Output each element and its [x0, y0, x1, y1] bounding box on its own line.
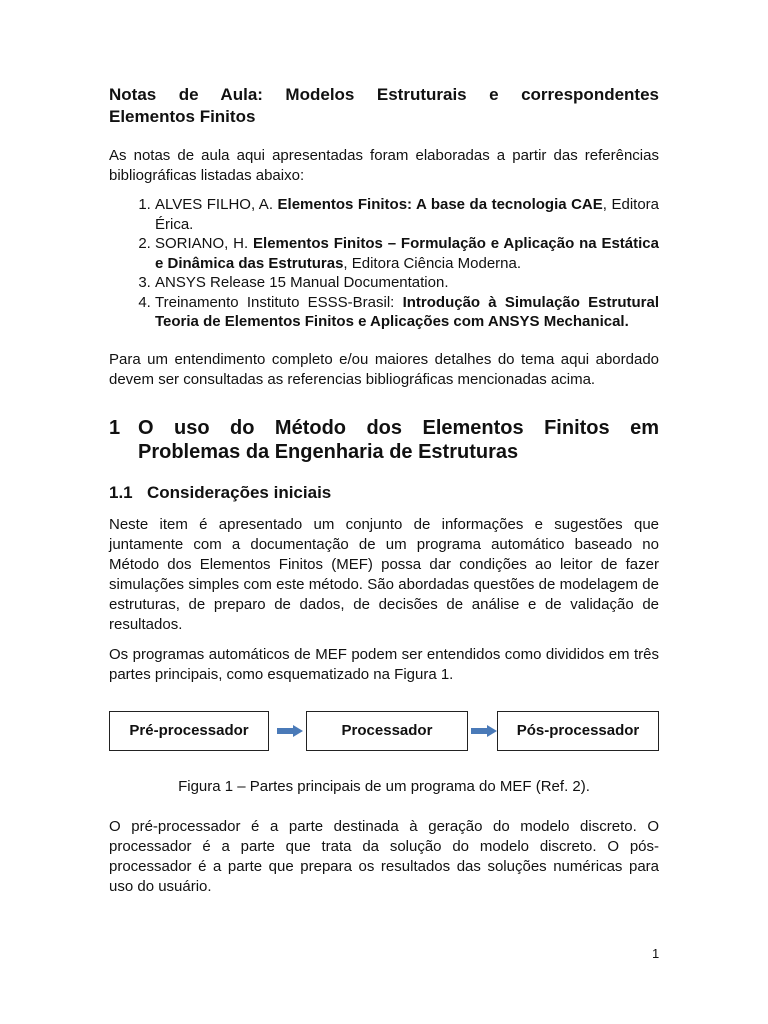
- section-title-line-1: O uso do Método dos Elementos Finitos em: [138, 416, 659, 439]
- body-paragraph-2: Os programas automáticos de MEF podem ser entendidos como divididos em três partes principais, como esquematizado na Figura 1.: [109, 645, 659, 683]
- body-paragraph-3: O pré-processador é a parte destinada à geração do modelo discreto. O processador é a parte que trata da solução do modelo discreto. O pós-processador é a parte que prepara os resultados das soluções numéricas para uso do usuário.: [109, 817, 659, 895]
- subsection-title: Considerações iniciais: [147, 482, 332, 502]
- body-paragraph-1: Neste item é apresentado um conjunto de informações e sugestões que juntamente com a documentação de um programa automático baseado no Método dos Elementos Finitos (MEF) possa dar condições ao leitor de fazer simulações simples com este método. São abordadas questões de modelagem de estruturas, de preparo de dados, de decisões de análise e de validação de resultados.: [109, 515, 659, 633]
- followup-paragraph: Para um entendimento completo e/ou maiores detalhes do tema aqui abordado devem ser consultadas as referencias bibliográficas mencionadas acima.: [109, 350, 659, 388]
- section-heading-1: [109, 416, 659, 464]
- reference-item: 1. ALVES FILHO, A. Elementos Finitos: A base da tecnologia CAE, Editora Érica.: [155, 195, 659, 234]
- subsection-heading-1-1: [109, 482, 659, 504]
- arrow-right-icon: [471, 725, 497, 737]
- section-title-line-2: Problemas da Engenharia de Estruturas: [138, 440, 519, 463]
- processor-box: Processador: [306, 711, 468, 751]
- figure-1-diagram: [109, 711, 659, 757]
- preprocessor-box: Pré-processador: [109, 711, 269, 751]
- reference-item: 2. SORIANO, H. Elementos Finitos – Formulação e Aplicação na Estática e Dinâmica das Estruturas, Editora Ciência Moderna.: [155, 234, 659, 273]
- page-number: 1: [652, 946, 660, 961]
- reference-list: [109, 195, 659, 332]
- arrow-right-icon: [277, 725, 303, 737]
- subsection-number: 1.1: [109, 482, 133, 502]
- reference-item: 4. Treinamento Instituto ESSS-Brasil: Introdução à Simulação Estrutural Teoria de Elementos Finitos e Aplicações com ANSYS Mechanical.: [155, 293, 659, 332]
- section-number: 1: [109, 416, 121, 439]
- document-page: [109, 84, 659, 907]
- title-line-1: Notas de Aula: Modelos Estruturais e correspondentes: [109, 85, 659, 104]
- figure-caption: Figura 1 – Partes principais de um programa do MEF (Ref. 2).: [178, 777, 590, 795]
- document-title: [109, 84, 659, 128]
- intro-paragraph: As notas de aula aqui apresentadas foram elaboradas a partir das referências bibliográficas listadas abaixo:: [109, 147, 659, 184]
- postprocessor-box: Pós-processador: [497, 711, 659, 751]
- title-line-2: Elementos Finitos: [109, 107, 256, 126]
- reference-item: 3. ANSYS Release 15 Manual Documentation.: [155, 273, 659, 293]
